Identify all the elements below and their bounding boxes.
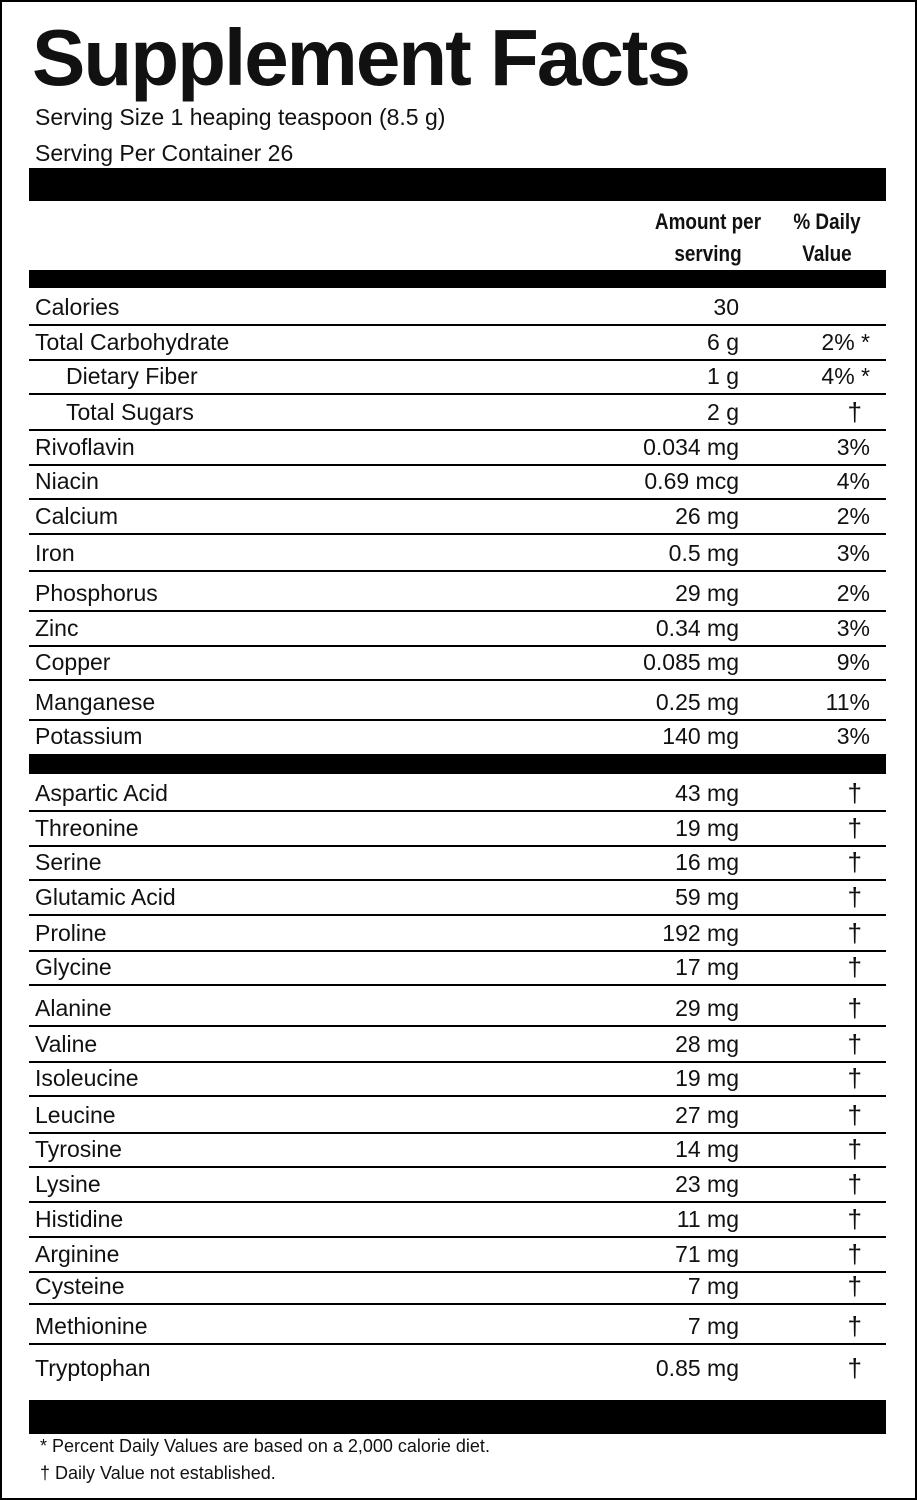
table-row xyxy=(29,571,886,611)
table-row xyxy=(29,360,886,394)
table-row xyxy=(29,534,886,571)
row-label: Valine xyxy=(35,1031,98,1057)
row-label: Copper xyxy=(35,649,111,675)
row-daily-value: 3% xyxy=(836,723,870,749)
row-amount: 192 mg xyxy=(662,920,739,946)
row-label: Proline xyxy=(35,920,107,946)
row-amount: 59 mg xyxy=(675,884,739,910)
table-row xyxy=(29,1096,886,1133)
row-label: Potassium xyxy=(35,723,143,749)
row-amount: 71 mg xyxy=(675,1241,739,1267)
table-row xyxy=(29,1237,886,1272)
row-label: Niacin xyxy=(35,468,99,494)
table-row xyxy=(29,811,886,846)
row-label: Glutamic Acid xyxy=(35,884,176,910)
row-label: Serine xyxy=(35,849,102,875)
daily-header-line2: Value xyxy=(802,241,852,266)
row-amount: 7 mg xyxy=(687,1273,739,1299)
row-label: Glycine xyxy=(35,954,112,980)
row-label: Lysine xyxy=(35,1171,101,1197)
table-row xyxy=(29,880,886,915)
table-row xyxy=(29,499,886,534)
row-amount: 0.25 mg xyxy=(655,689,739,715)
row-label: Phosphorus xyxy=(35,580,158,606)
row-daily-value: † xyxy=(847,397,862,427)
row-daily-value: † xyxy=(847,1029,862,1059)
row-amount: 19 mg xyxy=(675,815,739,841)
row-daily-value: † xyxy=(847,952,862,982)
row-daily-value: † xyxy=(847,1134,862,1164)
row-amount: 19 mg xyxy=(675,1065,739,1091)
row-amount: 23 mg xyxy=(675,1171,739,1197)
row-daily-value: † xyxy=(847,1063,862,1093)
row-amount: 0.69 mcg xyxy=(644,468,739,494)
row-daily-value: 2% xyxy=(836,503,870,529)
table-row xyxy=(29,985,886,1026)
row-daily-value: 3% xyxy=(836,615,870,641)
row-daily-value: † xyxy=(847,1204,862,1234)
row-daily-value: † xyxy=(847,1311,862,1341)
row-daily-value: † xyxy=(847,1353,862,1383)
row-amount: 1 g xyxy=(707,363,739,389)
amount-header-line1: Amount per xyxy=(654,209,762,234)
row-amount: 14 mg xyxy=(675,1136,739,1162)
row-label: Leucine xyxy=(35,1102,116,1128)
table-row xyxy=(29,951,886,985)
row-label: Methionine xyxy=(35,1313,148,1339)
row-amount: 0.085 mg xyxy=(643,649,739,675)
row-daily-value: 4% * xyxy=(821,363,870,389)
table-row xyxy=(29,915,886,951)
row-label: Arginine xyxy=(35,1241,120,1267)
row-daily-value: 4% xyxy=(836,468,870,494)
row-label: Tryptophan xyxy=(35,1355,151,1381)
row-amount: 7 mg xyxy=(687,1313,739,1339)
row-amount: 140 mg xyxy=(662,723,739,749)
row-daily-value: † xyxy=(847,882,862,912)
serving-size: Serving Size 1 heaping teaspoon (8.5 g) xyxy=(35,104,446,130)
row-label: Aspartic Acid xyxy=(35,780,168,806)
row-amount: 2 g xyxy=(707,399,739,425)
row-amount: 26 mg xyxy=(675,503,739,529)
daily-value-header xyxy=(780,206,875,270)
thick-divider-amino xyxy=(29,754,886,774)
row-label: Total Carbohydrate xyxy=(35,329,230,355)
dagger-footnote: † Daily Value not established. xyxy=(40,1463,276,1483)
row-daily-value: † xyxy=(847,918,862,948)
row-amount: 17 mg xyxy=(675,954,739,980)
row-amount: 0.5 mg xyxy=(668,540,739,566)
row-label: Alanine xyxy=(35,995,112,1021)
row-label: Threonine xyxy=(35,815,139,841)
table-row xyxy=(29,465,886,499)
row-daily-value: † xyxy=(847,1169,862,1199)
row-amount: 0.85 mg xyxy=(655,1355,739,1381)
row-label: Tyrosine xyxy=(35,1136,122,1162)
row-daily-value: † xyxy=(847,993,862,1023)
row-label: Iron xyxy=(35,540,75,566)
table-row xyxy=(29,1344,886,1386)
row-amount: 0.034 mg xyxy=(643,434,739,460)
table-row xyxy=(29,325,886,360)
table-row xyxy=(29,646,886,680)
row-daily-value: 2% xyxy=(836,580,870,606)
table-row xyxy=(29,846,886,880)
row-daily-value: 2% * xyxy=(821,329,870,355)
table-row xyxy=(29,1133,886,1167)
table-row xyxy=(29,1304,886,1344)
table-row xyxy=(29,1202,886,1237)
row-amount: 16 mg xyxy=(675,849,739,875)
thick-divider-header xyxy=(29,270,886,288)
row-amount: 29 mg xyxy=(675,995,739,1021)
table-row xyxy=(29,611,886,646)
table-row xyxy=(29,394,886,430)
table-row xyxy=(29,1167,886,1202)
row-daily-value: † xyxy=(847,1271,862,1301)
row-daily-value: † xyxy=(847,847,862,877)
row-label: Calories xyxy=(35,294,120,320)
row-daily-value: 3% xyxy=(836,540,870,566)
row-label: Cysteine xyxy=(35,1273,125,1299)
table-row xyxy=(29,430,886,465)
row-label: Isoleucine xyxy=(35,1065,139,1091)
row-label: Total Sugars xyxy=(66,399,194,425)
row-amount: 28 mg xyxy=(675,1031,739,1057)
row-daily-value: 11% xyxy=(825,689,870,715)
row-amount: 11 mg xyxy=(676,1206,739,1232)
table-row xyxy=(29,1026,886,1062)
row-label: Zinc xyxy=(35,615,79,641)
row-daily-value: 3% xyxy=(836,434,870,460)
table-row xyxy=(29,288,886,325)
table-row xyxy=(29,720,886,754)
label-title: Supplement Facts xyxy=(32,13,690,102)
percent-daily-value-footnote: * Percent Daily Values are based on a 2,000 calorie diet. xyxy=(40,1436,490,1456)
row-label: Histidine xyxy=(35,1206,124,1232)
table-row xyxy=(29,1062,886,1096)
row-amount: 30 xyxy=(713,294,739,320)
table-row xyxy=(29,680,886,720)
row-daily-value: † xyxy=(847,1100,862,1130)
servings-per-container: Serving Per Container 26 xyxy=(35,140,294,166)
row-amount: 6 g xyxy=(707,329,739,355)
row-amount: 29 mg xyxy=(675,580,739,606)
table-row xyxy=(29,774,886,811)
table-row xyxy=(29,1272,886,1304)
row-label: Manganese xyxy=(35,689,156,715)
thick-divider-bottom xyxy=(29,1400,886,1434)
row-amount: 27 mg xyxy=(675,1102,739,1128)
row-amount: 0.34 mg xyxy=(655,615,739,641)
row-label: Dietary Fiber xyxy=(66,363,198,389)
row-label: Rivoflavin xyxy=(35,434,135,460)
row-daily-value: † xyxy=(847,778,862,808)
row-daily-value: † xyxy=(847,813,862,843)
row-label: Calcium xyxy=(35,503,119,529)
amount-header-line2: serving xyxy=(674,241,742,266)
row-daily-value: 9% xyxy=(836,649,870,675)
row-daily-value: † xyxy=(847,1239,862,1269)
daily-header-line1: % Daily xyxy=(793,209,861,234)
amount-header xyxy=(648,206,768,270)
thick-divider-top xyxy=(29,168,886,201)
row-amount: 43 mg xyxy=(675,780,739,806)
